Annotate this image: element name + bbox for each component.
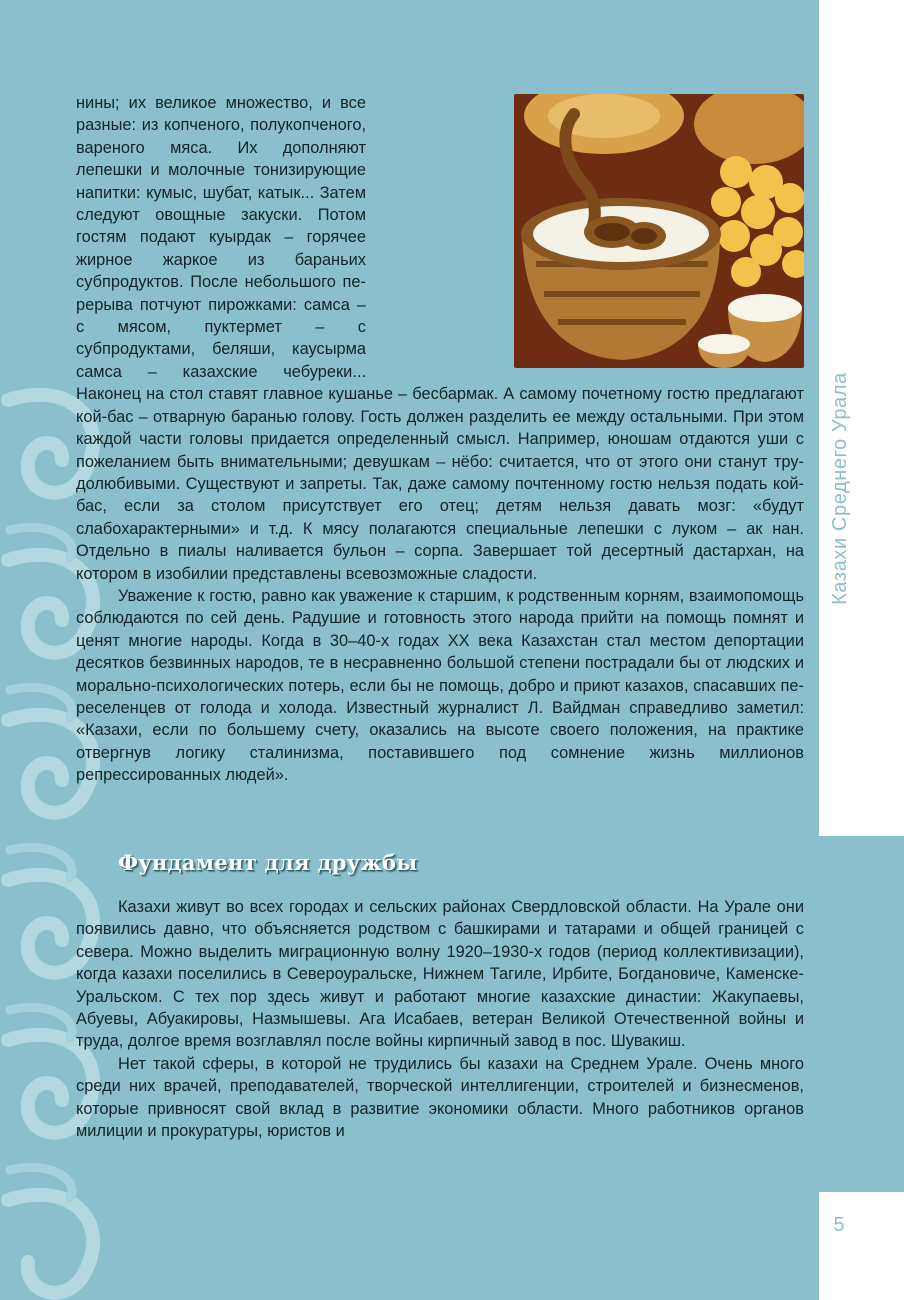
paragraph: Нет такой сферы, в которой не трудились бы казахи на Среднем Урале. Очень много среди них врачей, преподавателей, творческой интеллигенции, строителей и бизнесменов, которые привносят свой вклад в развитие экономики области. Много работников органов милиции и прокуратуры, юристов и	[76, 1054, 804, 1141]
photo-placeholder	[366, 92, 804, 370]
vertical-section-title: Казахи Среднего Урала	[828, 371, 851, 605]
page-number: 5	[833, 1214, 845, 1236]
paragraph: Казахи живут во всех городах и сельских районах Свердловской области. На Урале они появились давно, что объясняется родством с башкирами и татарами и общей границей с севера. Можно выделить миграционную волну 1920–1930-х годов (период коллективизации), когда казахи поселились в Североуральске, Нижнем Тагиле, Ирбите, Богдановиче, Каменске-Уральском. С тех пор здесь живут и работают многие казахские династии: Жакупаевы, Абуевы, Абуакировы, Назмышевы. Ага Исабаев, ветеран Великой Отечественной войны и труда, долгое время возглавлял после войны кирпичный завод в пос. Шувакиш.	[76, 898, 804, 1051]
page-number-box	[819, 1192, 904, 1300]
paragraph: нины; их великое множество, и все разные: из копченого, полукопченого, вареного мяса. Их дополняют лепешки и молочные тонизирующие напитки: кумыс, шубат, катык... Затем следуют овощные закуски. Потом гостям подают куырдак – горячее жирное жаркое из бараньих субпродуктов. После небольшого перерыва потчуют пирожками: самса – с мясом, пуктермет – с субпродуктами, беляши, каусырма самса – казахские чебуреки... Наконец на стол ставят главное кушанье – бесбармак. А самому почетному гостю предлагают кой-бас – отварную баранью голову. Гость должен разделить ее между остальными. При этом каждой части головы придается определенный смысл. Например, юношам отдаются уши с пожеланием быть внимательными; девушкам – нёбо: считается, что от этого они станут трудолюбивыми. Существуют и запреты. Так, даже самому почтенному гостю нельзя подать кой-бас, если за столом присутствует его отец; детям нельзя давать мозг: «будут слабохарактерными» и т.д. К мясу полагаются специальные лепешки с луком – ак нан. Отдельно в пиалы наливается бульон – сорпа. Завершает той десертный дастархан, на котором в изобилии представлены всевозможные сладости.	[76, 94, 804, 583]
paragraph: Уважение к гостю, равно как уважение к старшим, к родственным корням, взаимопомощь соблюдаются по сей день. Радушие и готовность этого народа прийти на помощь помнят и ценят многие народы. Когда в 30–40-х годах XX века Казахстан стал местом депортации десятков безвинных народов, те в несравненно большой степени пострадали бы от людских и морально-психологических потерь, если бы не помощь, добро и приют казахов, спасавших переселенцев от голода и холода. Известный журналист Л. Вайдман справедливо заметил: «Казахи, если по большему счету, оказались на высоте своего положения, на практике отвергнув логику сталинизма, поставившего под сомнение жизнь миллионов репрессированных людей».	[76, 586, 804, 785]
main-text-bottom	[76, 896, 804, 1142]
section-heading: Фундамент для дружбы	[118, 850, 418, 875]
main-text-top	[76, 92, 804, 787]
